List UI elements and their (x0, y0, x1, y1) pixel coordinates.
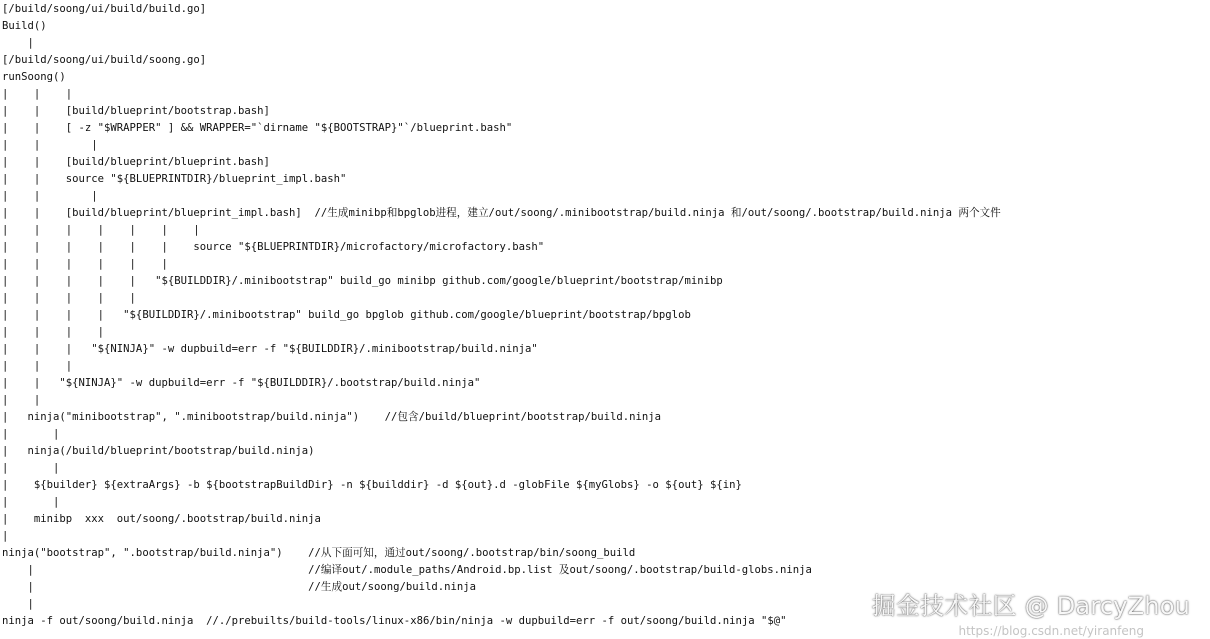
code-line: | | (2, 428, 60, 440)
url-watermark: https://blog.csdn.net/yiranfeng (958, 624, 1144, 638)
code-line: | (2, 598, 34, 610)
code-line: | | [build/blueprint/blueprint.bash] (2, 156, 270, 168)
code-line: | | (2, 394, 41, 406)
code-line: | | | | | | source "${BLUEPRINTDIR}/microfactory/microfactory.bash" (2, 241, 545, 253)
code-line: | | (2, 462, 60, 474)
code-line: | ${builder} ${extraArgs} -b ${bootstrapBuildDir} -n ${builddir} -d ${out}.d -globFile ${myGlobs} -o ${out} ${in} (2, 479, 742, 491)
code-line: | | "${NINJA}" -w dupbuild=err -f "${BUILDDIR}/.bootstrap/build.ninja" (2, 377, 481, 389)
code-line: [/build/soong/ui/build/soong.go] (2, 54, 207, 66)
code-block (2, 1, 1001, 630)
code-line: | | [build/blueprint/blueprint_impl.bash] //生成minibp和bpglob进程，建立/out/soong/.minibootstrap/build.ninja 和/out/soong/.bootstrap/build.ninja 两个文件 (2, 207, 1001, 219)
code-line: ninja("bootstrap", ".bootstrap/build.ninja") //从下面可知，通过out/soong/.bootstrap/bin/soong_build (2, 547, 636, 559)
code-line: | minibp xxx out/soong/.bootstrap/build.ninja (2, 513, 321, 525)
code-line: | ninja("minibootstrap", ".minibootstrap/build.ninja") //包含/build/blueprint/bootstrap/build.ninja (2, 411, 661, 423)
code-line: | (2, 530, 9, 542)
code-line: runSoong() (2, 71, 66, 83)
code-line: | (2, 37, 34, 49)
code-line: | ninja(/build/blueprint/bootstrap/build.ninja) (2, 445, 315, 457)
code-line: | | [build/blueprint/bootstrap.bash] (2, 105, 270, 117)
code-line: | | | "${NINJA}" -w dupbuild=err -f "${BUILDDIR}/.minibootstrap/build.ninja" (2, 343, 538, 355)
code-line: | //编译out/.module_paths/Android.bp.list 及out/soong/.bootstrap/build-globs.ninja (2, 564, 812, 576)
code-line: | | | | | (2, 292, 136, 304)
code-line: Build() (2, 20, 47, 32)
code-line: | | | (2, 360, 73, 372)
code-line: | | | | (2, 326, 105, 338)
code-line: | | source "${BLUEPRINTDIR}/blueprint_impl.bash" (2, 173, 347, 185)
code-line: | | | | "${BUILDDIR}/.minibootstrap" build_go bpglob github.com/google/blueprint/bootstrap/bpglob (2, 309, 691, 321)
code-line: | | | (2, 190, 98, 202)
code-line: | | [ -z "$WRAPPER" ] && WRAPPER="`dirname "${BOOTSTRAP}"`/blueprint.bash" (2, 122, 513, 134)
code-line: | | | | | | | (2, 224, 200, 236)
code-line: | | | (2, 139, 98, 151)
watermark: 掘金技术社区 @ DarcyZhou (871, 592, 1190, 620)
code-line: [/build/soong/ui/build/build.go] (2, 3, 207, 15)
code-line: | | | | | | (2, 258, 168, 270)
code-line: | | | | | "${BUILDDIR}/.minibootstrap" build_go minibp github.com/google/blueprint/bootstrap/minibp (2, 275, 723, 287)
code-line: ninja -f out/soong/build.ninja //./prebuilts/build-tools/linux-x86/bin/ninja -w dupbuild=err -f out/soong/build.ninja "$@" (2, 615, 787, 627)
code-line: | | (2, 496, 60, 508)
code-line: | //生成out/soong/build.ninja (2, 581, 477, 593)
code-line: | | | (2, 88, 73, 100)
